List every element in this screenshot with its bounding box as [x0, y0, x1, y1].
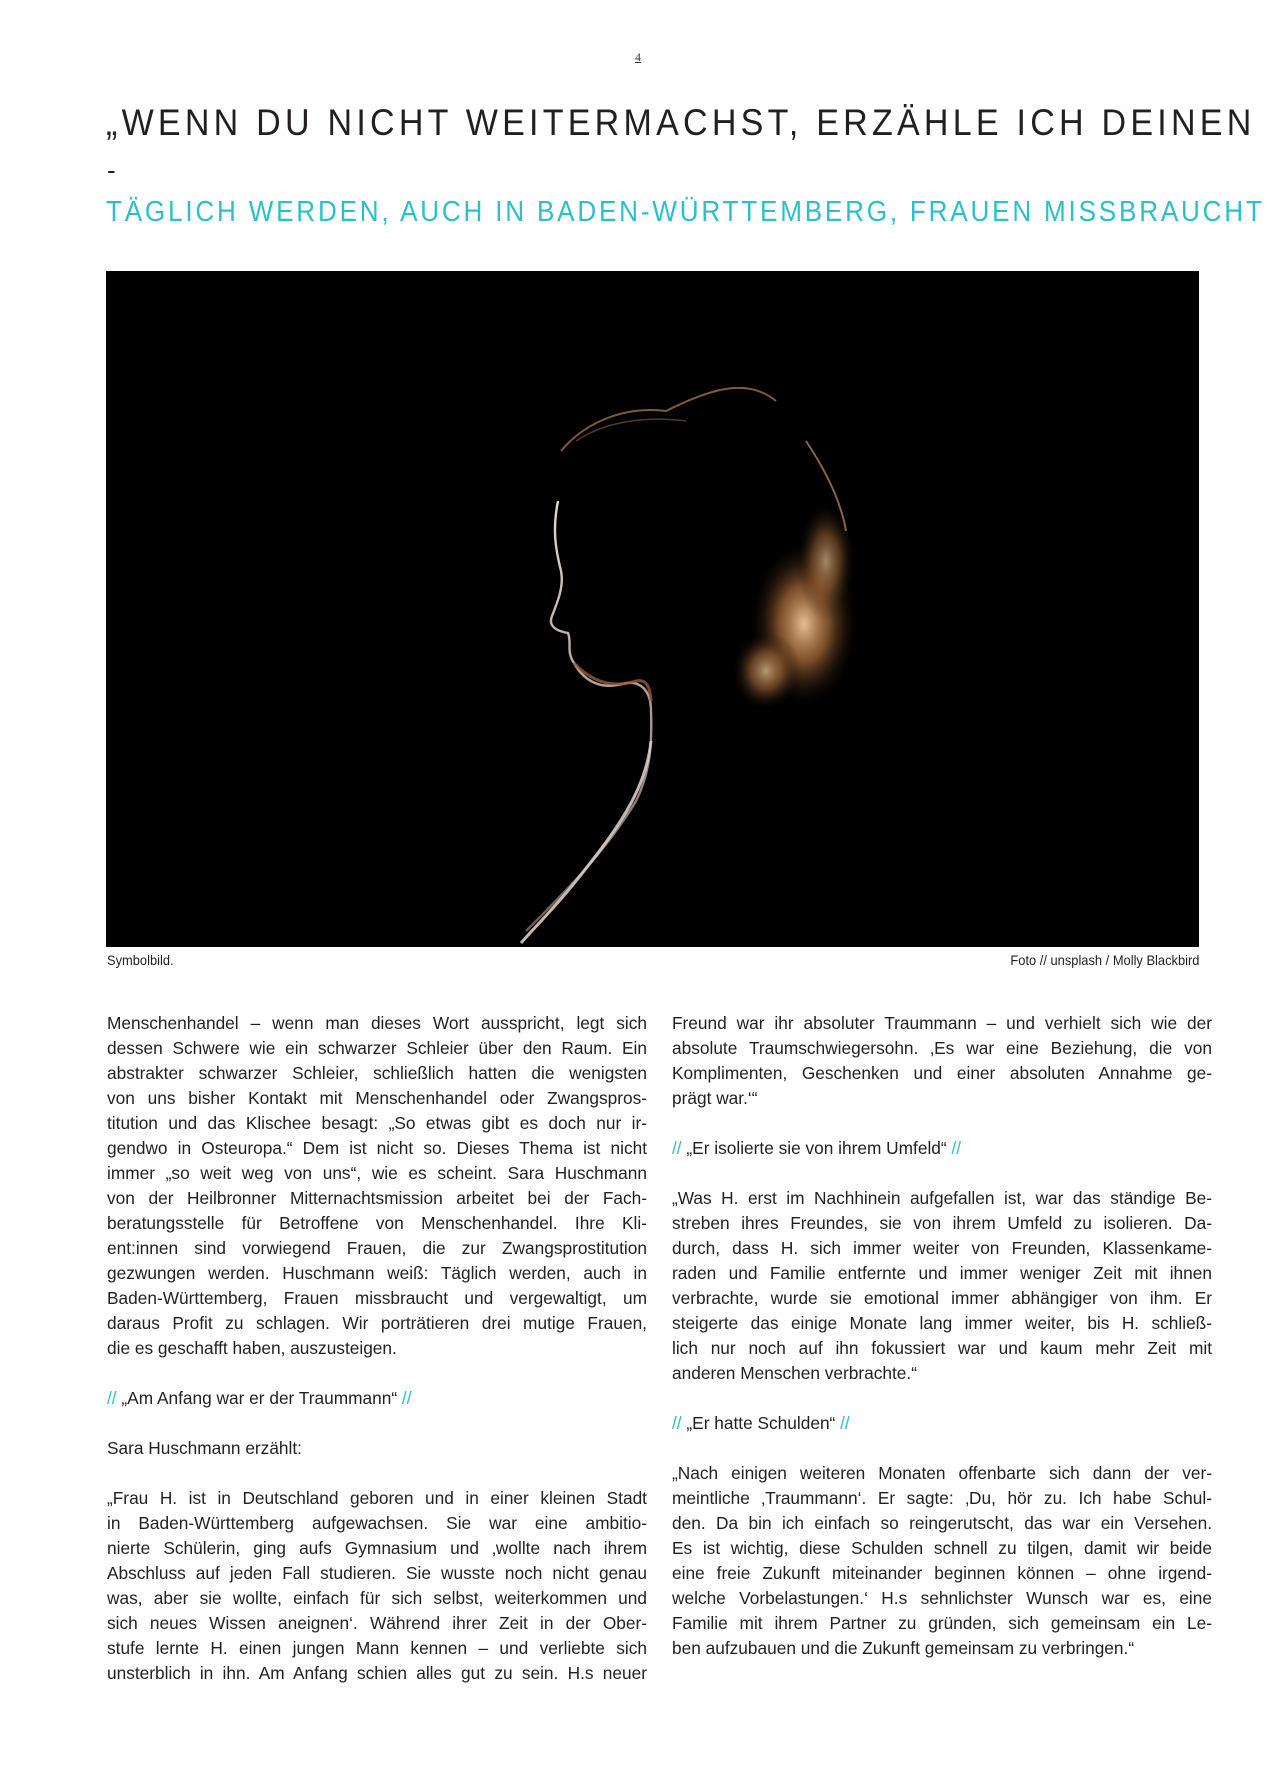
- text-line: Freund war ihr absoluter Traummann – und verhielt sich wie der: [672, 1013, 1212, 1033]
- article-photo: [106, 271, 1199, 947]
- text-line: absolute Traumschwiegersohn. ‚Es war eine Beziehung, die von: [672, 1038, 1212, 1058]
- text-line: den. Da bin ich einfach so reingerutscht, das war ein Versehen.: [672, 1513, 1212, 1533]
- text-line: die es geschafft haben, auszusteigen.: [107, 1338, 397, 1358]
- text-line: von uns bisher Kontakt mit Menschenhandel oder Zwangspros-: [107, 1088, 647, 1108]
- continuation-paragraph: [672, 1011, 1212, 1111]
- story-paragraph: [107, 1486, 647, 1686]
- text-line: was, aber sie wollte, einfach für sich selbst, weiterkommen und: [107, 1588, 647, 1608]
- article-title: „WENN DU NICHT WEITERMACHST, ERZÄHLE ICH DEINEN: [106, 102, 1256, 143]
- text-line: Menschenhandel – wenn man dieses Wort ausspricht, legt sich: [107, 1013, 647, 1033]
- text-line: nierte Schülerin, ging aufs Gymnasium und ‚wollte nach ihrem: [107, 1538, 647, 1558]
- text-line: „Was H. erst im Nachhinein aufgefallen ist, war das ständige Be-: [672, 1188, 1212, 1208]
- text-line: stufe lernte H. einen jungen Mann kennen – und verliebte sich: [107, 1638, 647, 1658]
- text-line: abstrakter schwarzer Schleier, schließlich hatten die wenigsten: [107, 1063, 647, 1083]
- text-line: ben aufzubauen und die Zukunft gemeinsam zu verbringen.“: [672, 1638, 1135, 1658]
- slash-close: //: [951, 1138, 962, 1158]
- text-line: gendwo in Osteuropa.“ Dem ist nicht so. Dieses Thema ist nicht: [107, 1138, 647, 1158]
- text-line: eine freie Zukunft miteinander beginnen können – ohne irgend-: [672, 1563, 1212, 1583]
- section-subhead-isolation: [672, 1136, 1212, 1161]
- text-line: unsterblich in ihn. Am Anfang schien alles gut zu sein. H.s neuer: [107, 1663, 647, 1683]
- text-line: Es ist wichtig, diese Schulden schnell zu tilgen, damit wir beide: [672, 1538, 1212, 1558]
- text-line: Baden-Württemberg, Frauen missbraucht und vergewaltigt, um: [107, 1288, 647, 1308]
- text-line: prägt war.‘“: [672, 1088, 758, 1108]
- text-line: Familie mit ihrem Partner zu gründen, sich gemeinsam ein Le-: [672, 1613, 1212, 1633]
- text-line: durch, dass H. sich immer weiter von Freunden, Klassenkame-: [672, 1238, 1212, 1258]
- text-line: „Frau H. ist in Deutschland geboren und in einer kleinen Stadt: [107, 1488, 647, 1508]
- silhouette-photo-icon: [106, 271, 1199, 947]
- debt-paragraph: [672, 1461, 1212, 1661]
- text-line: dessen Schwere wie ein schwarzer Schleier über den Raum. Ein: [107, 1038, 647, 1058]
- text-line: immer „so weit weg von uns“, wie es scheint. Sara Huschmann: [107, 1163, 647, 1183]
- article-subtitle: TÄGLICH WERDEN, AUCH IN BADEN-WÜRTTEMBERG, FRAUEN MISSBRAUCHT: [106, 196, 1265, 228]
- text-line: Sara Huschmann erzählt:: [107, 1438, 302, 1458]
- text-line: daraus Profit zu schlagen. Wir porträtieren drei mutige Frauen,: [107, 1313, 647, 1333]
- text-line: raden und Familie entfernte und immer weniger Zeit mit ihnen: [672, 1263, 1212, 1283]
- text-line: ent:innen sind vorwiegend Frauen, die zur Zwangsprostitution: [107, 1238, 647, 1258]
- text-line: verbrachte, wurde sie emotional immer abhängiger von ihm. Er: [672, 1288, 1212, 1308]
- text-line: beratungsstelle für Betroffene von Menschenhandel. Ihre Kli-: [107, 1213, 647, 1233]
- subhead-text: „Er hatte Schulden“: [686, 1413, 836, 1433]
- text-line: welche Vorbelastungen.‘ H.s sehnlichster Wunsch war es, eine: [672, 1588, 1212, 1608]
- slash-close: //: [840, 1413, 850, 1433]
- text-line: streben ihres Freundes, sie von ihrem Umfeld zu isolieren. Da-: [672, 1213, 1212, 1233]
- subhead-text: „Er isolierte sie von ihrem Umfeld“: [686, 1138, 947, 1158]
- text-line: „Nach einigen weiteren Monaten offenbarte sich dann der ver-: [672, 1463, 1212, 1483]
- section-subhead-traummann: [107, 1386, 647, 1411]
- text-line: Abschluss auf jeden Fall studieren. Sie wusste noch nicht genau: [107, 1563, 647, 1583]
- slash-open: //: [672, 1138, 682, 1158]
- text-line: lich nur noch auf ihn fokussiert war und kaum mehr Zeit mit: [672, 1338, 1212, 1358]
- text-line: meintliche ‚Traummann‘. Er sagte: ‚Du, hör zu. Ich habe Schul-: [672, 1488, 1212, 1508]
- slash-open: //: [107, 1388, 117, 1408]
- text-line: gezwungen werden. Huschmann weiß: Täglich werden, auch in: [107, 1263, 647, 1283]
- section-subhead-schulden: [672, 1411, 1212, 1436]
- subhead-text: „Am Anfang war er der Traummann“: [121, 1388, 398, 1408]
- text-line: anderen Menschen verbrachte.“: [672, 1363, 917, 1383]
- title-dash: -: [107, 155, 116, 185]
- slash-open: //: [672, 1413, 682, 1433]
- text-line: titution und das Klischee besagt: „So etwas gibt es doch nur ir-: [107, 1113, 647, 1133]
- page-number: 4: [635, 50, 641, 64]
- text-line: steigerte das einige Monate lang immer weiter, bis H. schließ-: [672, 1313, 1212, 1333]
- photo-caption: Symbolbild.: [107, 952, 174, 968]
- article-column-right: [672, 1011, 1212, 1686]
- article-column-left: [107, 1011, 647, 1711]
- isolation-paragraph: [672, 1186, 1212, 1386]
- narrator-line: [107, 1436, 647, 1461]
- text-line: sich neues Wissen aneignen‘. Während ihrer Zeit in der Ober-: [107, 1613, 647, 1633]
- text-line: in Baden-Württemberg aufgewachsen. Sie war eine ambitio-: [107, 1513, 647, 1533]
- photo-credit: Foto // unsplash / Molly Blackbird: [1010, 952, 1199, 968]
- intro-paragraph: [107, 1011, 647, 1361]
- text-line: von der Heilbronner Mitternachtsmission arbeitet bei der Fach-: [107, 1188, 647, 1208]
- text-line: Komplimenten, Geschenken und einer absoluten Annahme ge-: [672, 1063, 1212, 1083]
- slash-close: //: [401, 1388, 412, 1408]
